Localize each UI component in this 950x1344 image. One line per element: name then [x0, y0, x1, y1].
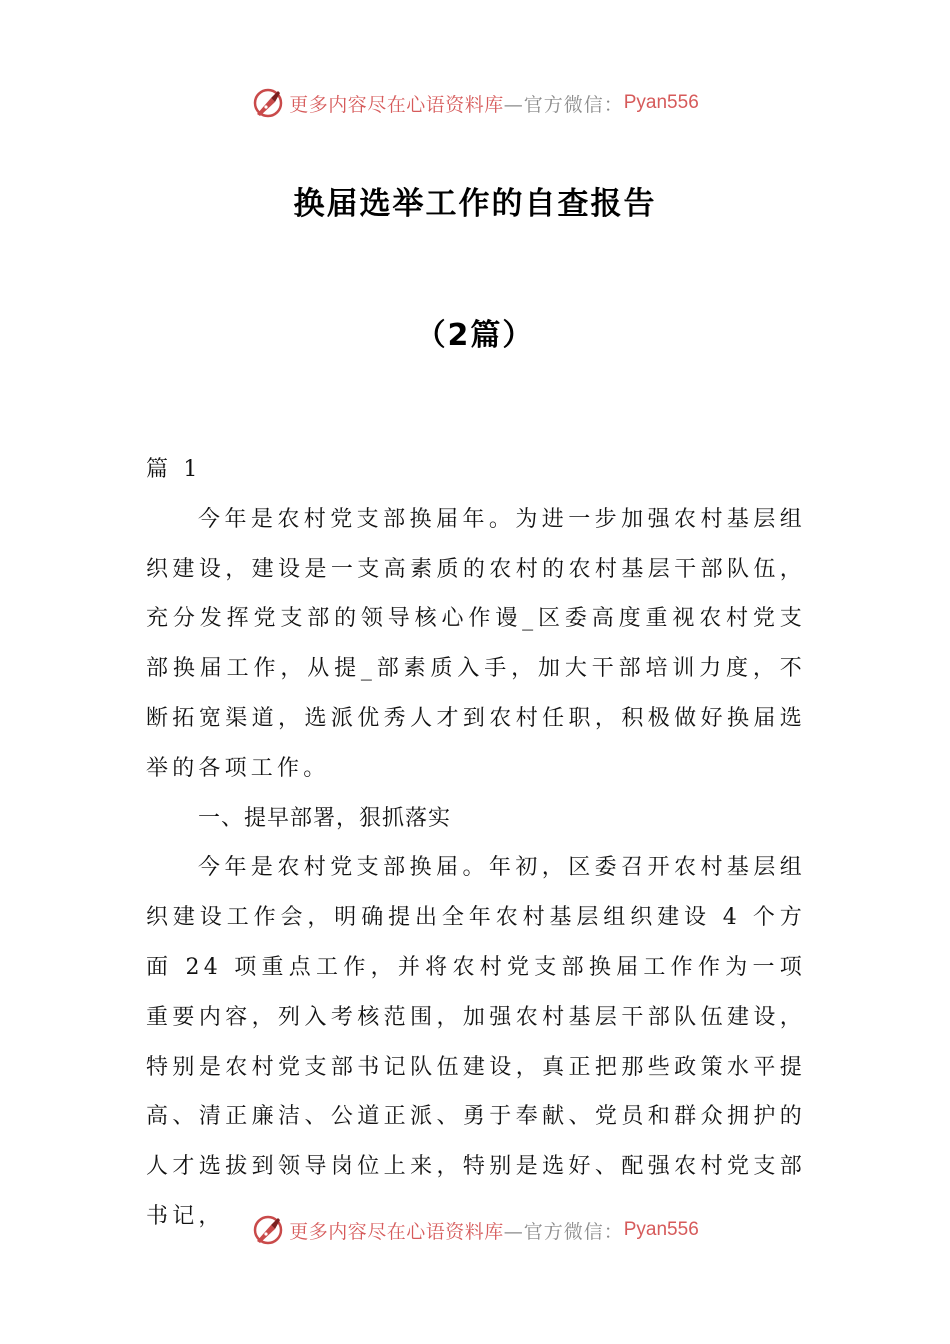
pen-nib-logo-icon — [251, 86, 285, 120]
body-paragraph: 今年是农村党支部换届。年初，区委召开农村基层组织建设工作会，明确提出全年农村基层组织建设 4 个方面 24 项重点工作，并将农村党支部换届工作作为一项重要内容，列入考核范围，加强农村基层干部队伍建设，特别是农村党支部书记队伍建设，真正把那些政策水平提高、清正廉洁、公道正派、勇于奉献、党员和群众拥护的人才选拔到领导岗位上来，特别是选好、配强农村党支部书记， — [146, 855, 806, 1229]
watermark-brand-text: 更多内容尽在心语资料库 — [289, 1220, 504, 1243]
document-title: 换届选举工作的自查报告 — [293, 186, 657, 222]
body-paragraph: 今年是农村党支部换届年。为进一步加强农村基层组织建设，建设是一支高素质的农村的农村基层干部队伍，充分发挥党支部的领导核心作谩_区委高度重视农村党支部换届工作，从提_部素质入手，加大干部培训力度，不断拓宽渠道，选派优秀人才到农村任职，积极做好换届选举的各项工作。 — [146, 506, 806, 781]
document-body — [146, 445, 806, 1242]
watermark-wechat-id: Pyan556 — [623, 92, 699, 113]
watermark-brand-text: 更多内容尽在心语资料库 — [289, 93, 504, 116]
pen-nib-logo-icon — [251, 1213, 285, 1247]
watermark-separator-text: —官方微信： — [503, 1220, 624, 1243]
watermark-separator-text: —官方微信： — [503, 93, 624, 116]
document-subtitle: （2篇） — [415, 318, 535, 353]
watermark-wechat-id: Pyan556 — [623, 1219, 699, 1240]
subsection-heading: 一、提早部署，狠抓落实 — [198, 805, 452, 831]
header-watermark — [0, 85, 950, 121]
section-heading: 篇 1 — [146, 457, 202, 482]
footer-watermark — [0, 1212, 950, 1248]
